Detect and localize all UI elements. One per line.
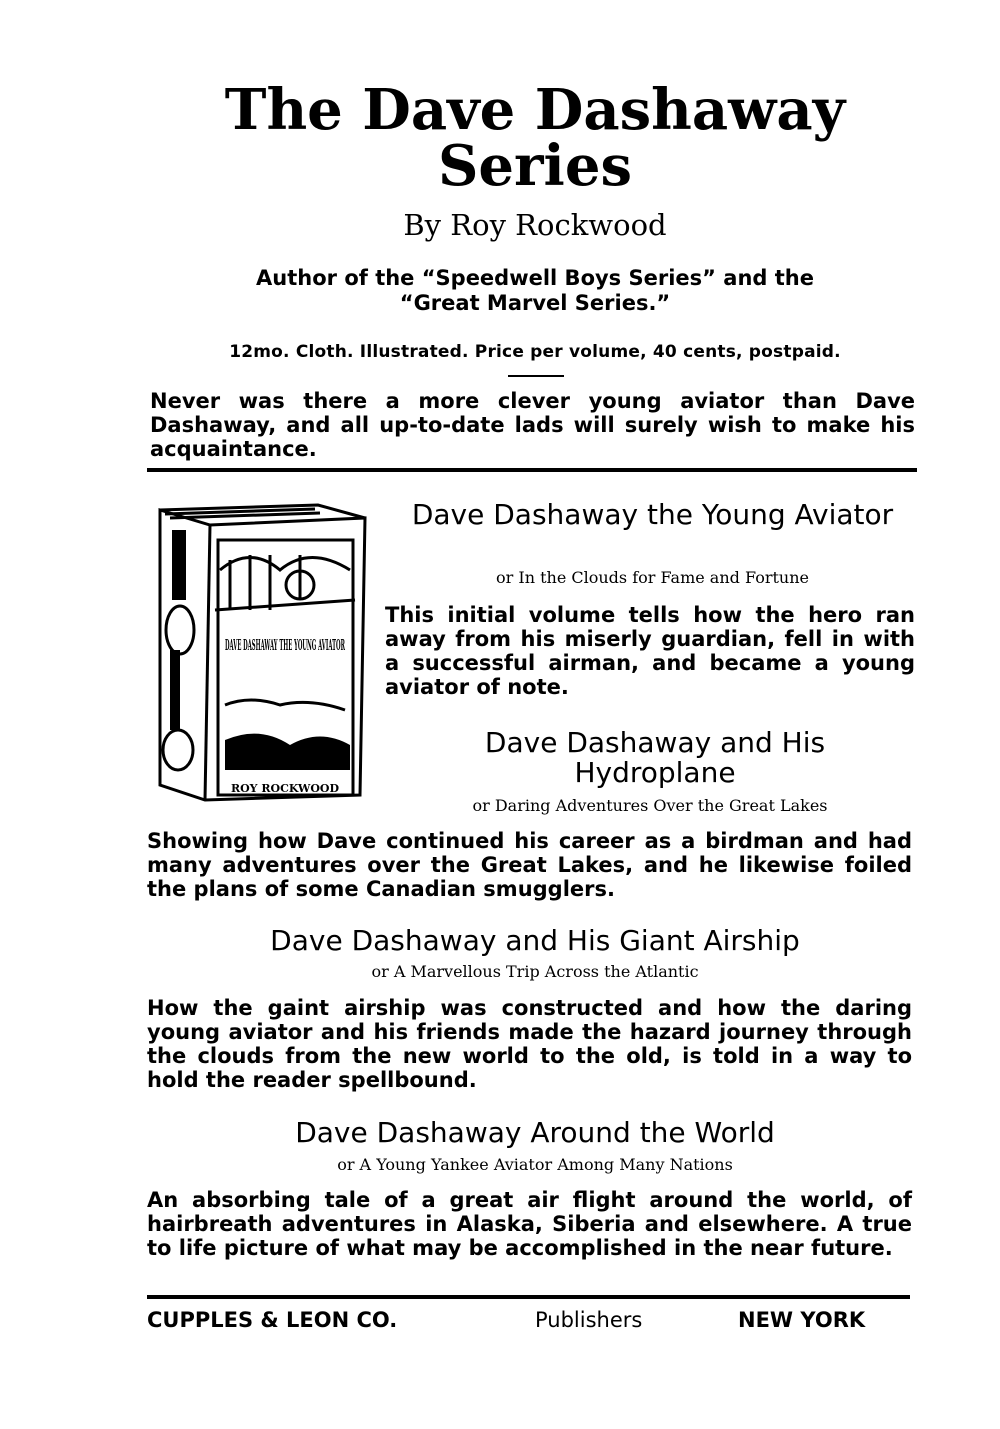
series-title: The Dave Dashaway — [224, 77, 846, 143]
publisher-role: Publishers — [535, 1308, 643, 1332]
book-title: Dave Dashaway and His Hydroplane — [484, 726, 826, 789]
short-divider — [508, 375, 564, 377]
edition-specs: 12mo. Cloth. Illustrated. Price per volume, 40 cents, postpaid. — [229, 342, 841, 362]
byline: By Roy Rockwood — [403, 208, 667, 242]
book-subtitle: or A Young Yankee Aviator Among Many Nations — [337, 1155, 733, 1174]
book-description: How the gaint airship was constructed and how the daring young aviator and his friends made the hazard journey through the clouds from the new world to the old, is told in a way to hold the reader spellbound. — [147, 996, 912, 1092]
author-credits — [150, 266, 920, 316]
series-title-line2: Series — [437, 133, 632, 199]
book-title: Dave Dashaway the Young Aviator — [411, 498, 894, 531]
footer-divider — [147, 1295, 910, 1299]
book-title: Dave Dashaway Around the World — [295, 1116, 775, 1149]
book-description: An absorbing tale of a great air flight around the world, of hairbreath adventures in Alaska, Siberia and elsewhere. A true to life picture of what may be accomplished in the near future. — [147, 1188, 912, 1260]
publisher-city: NEW YORK — [738, 1308, 866, 1332]
cover-author: ROY ROCKWOOD — [230, 782, 340, 795]
publisher-name: CUPPLES & LEON CO. — [147, 1308, 398, 1332]
book-subtitle: or A Marvellous Trip Across the Atlantic — [371, 962, 699, 981]
cover-title: DAVE DASHAWAY THE YOUNG AVIATOR — [225, 636, 346, 654]
book-description: Showing how Dave continued his career as a birdman and had many adventures over the Great Lakes, and he likewise foiled the plans of some Canadian smugglers. — [147, 829, 912, 901]
divider — [147, 468, 917, 472]
book-description: This initial volume tells how the hero ran away from his miserly guardian, fell in with a successful airman, and became a young aviator of note. — [385, 603, 915, 699]
book-subtitle: or Daring Adventures Over the Great Lakes — [472, 796, 828, 815]
book-title: Dave Dashaway and His Giant Airship — [270, 924, 800, 957]
book-cover-illustration — [150, 500, 370, 805]
author-credits-line1: Author of the “Speedwell Boys Series” and the — [256, 266, 814, 290]
book-subtitle: or In the Clouds for Fame and Fortune — [496, 568, 809, 587]
intro-text: Never was there a more clever young aviator than Dave Dashaway, and all up-to-date lads will surely wish to make his acquaintance. — [150, 389, 915, 461]
author-credits-line2: “Great Marvel Series.” — [399, 291, 671, 315]
